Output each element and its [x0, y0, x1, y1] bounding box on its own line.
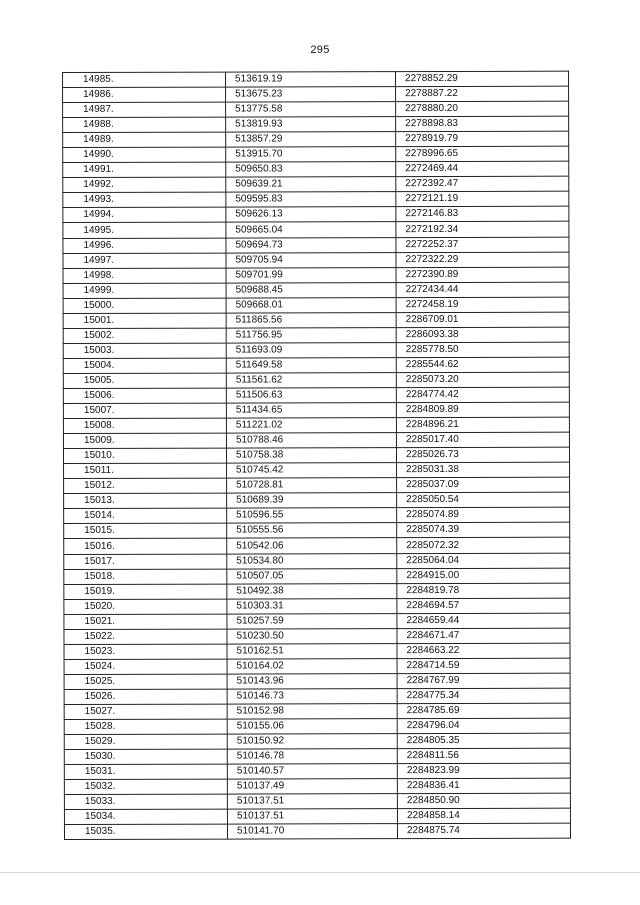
easting-cell: 511649.58	[226, 358, 396, 373]
northing-cell: 2285031.38	[397, 462, 570, 477]
northing-cell: 2272322.29	[396, 252, 569, 267]
point-number-cell: 14992.	[63, 177, 226, 192]
easting-cell: 509639.21	[226, 177, 396, 192]
easting-cell: 510152.98	[227, 704, 397, 719]
table-row	[64, 598, 570, 614]
point-number-cell: 15006.	[63, 388, 226, 403]
point-number-cell: 15027.	[64, 704, 227, 719]
point-number-cell: 14994.	[63, 207, 226, 222]
northing-cell: 2286709.01	[396, 312, 569, 327]
table-row	[64, 824, 570, 840]
table-row	[64, 477, 570, 493]
table-row	[63, 222, 569, 238]
point-number-cell: 14990.	[63, 147, 226, 162]
table-row	[64, 748, 570, 764]
northing-cell: 2286093.38	[396, 327, 569, 342]
easting-cell: 509705.94	[226, 252, 396, 267]
easting-cell: 513619.19	[226, 72, 396, 87]
point-number-cell: 15013.	[64, 493, 227, 508]
point-number-cell: 14987.	[63, 102, 226, 117]
table-row	[63, 432, 569, 448]
easting-cell: 510137.51	[227, 794, 397, 809]
northing-cell: 2284785.69	[397, 703, 570, 718]
coordinates-table-container	[62, 71, 570, 841]
point-number-cell: 14999.	[63, 283, 226, 298]
northing-cell: 2272252.37	[396, 237, 569, 252]
northing-cell: 2285074.89	[397, 508, 570, 523]
table-row	[63, 447, 569, 463]
easting-cell: 510146.73	[227, 689, 397, 704]
table-row	[63, 312, 569, 328]
point-number-cell: 14993.	[63, 192, 226, 207]
northing-cell: 2284805.35	[397, 733, 570, 748]
northing-cell: 2284811.56	[397, 748, 570, 763]
table-row	[63, 207, 569, 223]
easting-cell: 509595.83	[226, 192, 396, 207]
easting-cell: 510689.39	[227, 493, 397, 508]
table-row	[63, 387, 569, 403]
point-number-cell: 15030.	[64, 749, 227, 764]
northing-cell: 2284836.41	[397, 778, 570, 793]
easting-cell: 510257.59	[227, 613, 397, 628]
table-row	[63, 252, 569, 268]
northing-cell: 2272469.44	[396, 161, 569, 176]
table-row	[64, 778, 570, 794]
easting-cell: 509650.83	[226, 162, 396, 177]
easting-cell: 511756.95	[226, 327, 396, 342]
easting-cell: 510155.06	[227, 719, 397, 734]
point-number-cell: 15029.	[64, 734, 227, 749]
northing-cell: 2284858.14	[397, 808, 570, 823]
easting-cell: 510596.55	[227, 508, 397, 523]
northing-cell: 2272192.34	[396, 222, 569, 237]
table-row	[64, 658, 570, 674]
table-row	[64, 808, 570, 824]
northing-cell: 2284819.78	[397, 583, 570, 598]
point-number-cell: 15001.	[63, 313, 226, 328]
northing-cell: 2272392.47	[396, 177, 569, 192]
point-number-cell: 14996.	[63, 238, 226, 253]
easting-cell: 510140.57	[227, 764, 397, 779]
easting-cell: 510758.38	[226, 448, 396, 463]
northing-cell: 2285064.04	[397, 553, 570, 568]
easting-cell: 510534.80	[227, 553, 397, 568]
point-number-cell: 15011.	[64, 463, 227, 478]
point-number-cell: 15035.	[64, 824, 227, 839]
easting-cell: 511506.63	[226, 388, 396, 403]
northing-cell: 2284671.47	[397, 628, 570, 643]
point-number-cell: 14986.	[63, 87, 226, 102]
easting-cell: 510143.96	[227, 673, 397, 688]
page-number: 295	[310, 44, 330, 56]
easting-cell: 513819.93	[226, 117, 396, 132]
point-number-cell: 15024.	[64, 659, 227, 674]
table-row	[64, 733, 570, 749]
northing-cell: 2284896.21	[396, 417, 569, 432]
point-number-cell: 15022.	[64, 629, 227, 644]
table-row	[63, 146, 569, 162]
point-number-cell: 15020.	[64, 599, 227, 614]
table-row	[63, 131, 569, 147]
table-row	[64, 688, 570, 704]
point-number-cell: 15005.	[63, 373, 226, 388]
table-row	[63, 402, 569, 418]
table-row	[64, 492, 570, 508]
northing-cell: 2284663.22	[397, 643, 570, 658]
point-number-cell: 15000.	[63, 298, 226, 313]
easting-cell: 510162.51	[227, 643, 397, 658]
northing-cell: 2278898.83	[396, 116, 569, 131]
point-number-cell: 15026.	[64, 689, 227, 704]
northing-cell: 2284659.44	[397, 613, 570, 628]
northing-cell: 2284714.59	[397, 658, 570, 673]
easting-cell: 509668.01	[226, 297, 396, 312]
easting-cell: 510146.78	[227, 749, 397, 764]
northing-cell: 2272458.19	[396, 297, 569, 312]
table-row	[63, 357, 569, 373]
table-row	[63, 297, 569, 313]
northing-cell: 2284875.74	[397, 824, 570, 839]
easting-cell: 511865.56	[226, 312, 396, 327]
point-number-cell: 15032.	[64, 779, 227, 794]
easting-cell: 513857.29	[226, 132, 396, 147]
table-row	[64, 673, 570, 689]
point-number-cell: 15003.	[63, 343, 226, 358]
easting-cell: 509626.13	[226, 207, 396, 222]
table-row	[63, 101, 569, 117]
easting-cell: 511221.02	[226, 418, 396, 433]
point-number-cell: 15010.	[63, 448, 226, 463]
northing-cell: 2285050.54	[397, 492, 570, 507]
northing-cell: 2284823.99	[397, 763, 570, 778]
northing-cell: 2278919.79	[396, 131, 569, 146]
easting-cell: 510230.50	[227, 628, 397, 643]
northing-cell: 2284694.57	[397, 598, 570, 613]
point-number-cell: 15023.	[64, 644, 227, 659]
easting-cell: 510788.46	[226, 433, 396, 448]
easting-cell: 509665.04	[226, 222, 396, 237]
northing-cell: 2285544.62	[396, 357, 569, 372]
table-row	[64, 613, 570, 629]
northing-cell: 2285017.40	[396, 432, 569, 447]
easting-cell: 513915.70	[226, 147, 396, 162]
easting-cell: 511561.62	[226, 373, 396, 388]
easting-cell: 510137.49	[227, 779, 397, 794]
point-number-cell: 15012.	[64, 478, 227, 493]
point-number-cell: 15016.	[64, 539, 227, 554]
easting-cell: 510555.56	[227, 523, 397, 538]
easting-cell: 510542.06	[227, 538, 397, 553]
point-number-cell: 15014.	[64, 508, 227, 523]
table-row	[64, 553, 570, 569]
easting-cell: 510150.92	[227, 734, 397, 749]
table-row	[64, 703, 570, 719]
table-row	[63, 372, 569, 388]
table-row	[64, 718, 570, 734]
point-number-cell: 15031.	[64, 764, 227, 779]
point-number-cell: 14995.	[63, 223, 226, 238]
northing-cell: 2285074.39	[397, 523, 570, 538]
point-number-cell: 14991.	[63, 162, 226, 177]
northing-cell: 2278880.20	[396, 101, 569, 116]
table-row	[64, 763, 570, 779]
easting-cell: 513675.23	[226, 87, 396, 102]
point-number-cell: 14988.	[63, 117, 226, 132]
table-row	[63, 417, 569, 433]
northing-cell: 2284809.89	[396, 402, 569, 417]
northing-cell: 2284775.34	[397, 688, 570, 703]
point-number-cell: 15028.	[64, 719, 227, 734]
easting-cell: 513775.58	[226, 102, 396, 117]
point-number-cell: 15009.	[63, 433, 226, 448]
easting-cell: 510164.02	[227, 658, 397, 673]
easting-cell: 510492.38	[227, 583, 397, 598]
table-row	[64, 643, 570, 659]
easting-cell: 509694.73	[226, 237, 396, 252]
coordinates-table-body	[63, 71, 571, 840]
northing-cell: 2285072.32	[397, 538, 570, 553]
northing-cell: 2284774.42	[396, 387, 569, 402]
northing-cell: 2278852.29	[396, 71, 569, 86]
point-number-cell: 15021.	[64, 614, 227, 629]
northing-cell: 2284915.00	[397, 568, 570, 583]
table-row	[63, 192, 569, 208]
easting-cell: 510728.81	[227, 478, 397, 493]
point-number-cell: 15017.	[64, 554, 227, 569]
table-row	[64, 462, 570, 478]
scan-edge-line	[0, 872, 640, 873]
table-row	[64, 568, 570, 584]
table-row	[64, 793, 570, 809]
point-number-cell: 15034.	[64, 809, 227, 824]
northing-cell: 2285073.20	[396, 372, 569, 387]
table-row	[63, 177, 569, 193]
coordinates-table	[62, 71, 571, 841]
table-row	[64, 538, 570, 554]
table-row	[63, 267, 569, 283]
table-row	[63, 71, 569, 87]
point-number-cell: 14997.	[63, 253, 226, 268]
table-row	[64, 583, 570, 599]
point-number-cell: 14985.	[63, 72, 226, 87]
point-number-cell: 15019.	[64, 584, 227, 599]
easting-cell: 509688.45	[226, 282, 396, 297]
easting-cell: 510303.31	[227, 598, 397, 613]
table-row	[63, 237, 569, 253]
table-row	[64, 523, 570, 539]
point-number-cell: 15002.	[63, 328, 226, 343]
northing-cell: 2272146.83	[396, 207, 569, 222]
easting-cell: 511434.65	[226, 403, 396, 418]
table-row	[64, 508, 570, 524]
northing-cell: 2278996.65	[396, 146, 569, 161]
easting-cell: 510507.05	[227, 568, 397, 583]
northing-cell: 2272434.44	[396, 282, 569, 297]
point-number-cell: 15004.	[63, 358, 226, 373]
northing-cell: 2272121.19	[396, 192, 569, 207]
northing-cell: 2285037.09	[397, 477, 570, 492]
northing-cell: 2285778.50	[396, 342, 569, 357]
easting-cell: 510745.42	[227, 463, 397, 478]
easting-cell: 510137.51	[227, 809, 397, 824]
northing-cell: 2284850.90	[397, 793, 570, 808]
table-row	[64, 628, 570, 644]
point-number-cell: 15018.	[64, 569, 227, 584]
point-number-cell: 15033.	[64, 794, 227, 809]
table-row	[63, 116, 569, 132]
northing-cell: 2272390.89	[396, 267, 569, 282]
northing-cell: 2278887.22	[396, 86, 569, 101]
point-number-cell: 15007.	[63, 403, 226, 418]
point-number-cell: 15008.	[63, 418, 226, 433]
table-row	[63, 161, 569, 177]
table-row	[63, 282, 569, 298]
table-row	[63, 342, 569, 358]
easting-cell: 511693.09	[226, 342, 396, 357]
point-number-cell: 15025.	[64, 674, 227, 689]
easting-cell: 509701.99	[226, 267, 396, 282]
northing-cell: 2284796.04	[397, 718, 570, 733]
point-number-cell: 14989.	[63, 132, 226, 147]
point-number-cell: 14998.	[63, 268, 226, 283]
northing-cell: 2284767.99	[397, 673, 570, 688]
northing-cell: 2285026.73	[396, 447, 569, 462]
table-row	[63, 86, 569, 102]
easting-cell: 510141.70	[227, 824, 397, 839]
point-number-cell: 15015.	[64, 523, 227, 538]
table-row	[63, 327, 569, 343]
